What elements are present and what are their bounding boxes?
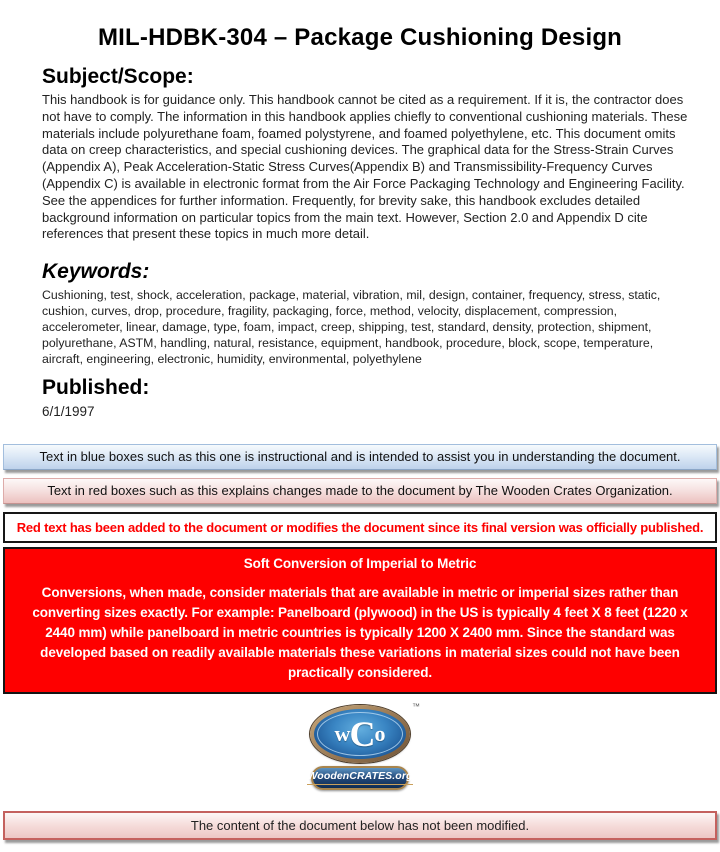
wco-acronym	[314, 709, 406, 759]
published-date: 6/1/1997	[42, 404, 95, 420]
soft-conversion-banner	[3, 547, 717, 694]
wco-logo-oval	[310, 702, 420, 763]
soft-conversion-title: Soft Conversion of Imperial to Metric	[243, 556, 477, 572]
subject-scope-paragraph: This handbook is for guidance only. This handbook cannot be cited as a requirement. If it is, the contractor does not have to comply. The information in this handbook applies chiefly to conventional cushioning materials. These materials include polyurethane foam, foamed polystyrene, and foamed polyethylene, etc. This document omits data on creep characteristics, and special cushioning devices. The graphical data for the Stress-Strain Curves (Appendix A), Peak Acceleration-Static Stress Curves(Appendix B) and Transmissibility-Frequency Curves (Appendix C) is available in electronic format from the Air Force Packaging Technology and Engineering Facility. See the appendices for further information. Frequently, for brevity sake, this handbook excludes detailed background information on particular topics from the main text. However, Section 2.0 and Appendix D cite references that present these topics in much more detail.	[42, 92, 688, 242]
red-instruction-box	[3, 478, 717, 504]
woodencrates-org-badge[interactable]	[307, 766, 413, 790]
wco-letter-o: o	[374, 721, 386, 747]
document-body	[0, 65, 720, 420]
trademark-icon: ™	[412, 702, 420, 712]
wco-logo	[305, 702, 420, 790]
keywords-paragraph: Cushioning, test, shock, acceleration, package, material, vibration, mil, design, container, frequency, stress, static, cushion, curves, drop, procedure, fragility, packaging, force, method, velocity, displacement, compression, accelerometer, linear, damage, type, foam, impact, creep, shipping, test, standard, density, protection, shipment, polyurethane, ASTM, handling, natural, resistance, equipment, handbook, procedure, block, scope, temperature, aircraft, engineering, electronic, humidity, environmental, polyethylene	[42, 288, 661, 367]
blue-instruction-box	[3, 444, 717, 470]
woodencrates-org-label: WoodenCRATES.org	[307, 771, 412, 785]
subject-scope-heading: Subject/Scope:	[42, 65, 194, 88]
wco-letter-c: C	[349, 714, 376, 755]
wco-logo-oval-face	[314, 709, 406, 759]
keywords-heading: Keywords:	[42, 260, 150, 284]
red-text-notice: Red text has been added to the document or modifies the document since its final version was officially published.	[16, 520, 704, 536]
wco-letter-w: w	[334, 721, 351, 747]
published-heading: Published:	[42, 376, 150, 400]
soft-conversion-body: Conversions, when made, consider materials that are available in metric or imperial sizes rather than converting sizes exactly. For example: Panelboard (plywood) in the US is typically 4 feet X 8 feet (1220 x 2440 mm) while panelboard in metric countries is typically 1200 X 2400 mm. Since the standard was developed based on readily available materials these variations in material sizes could not have been practically considered.	[32, 585, 688, 681]
not-modified-notice-box	[3, 811, 717, 840]
not-modified-notice: The content of the document below has not been modified.	[190, 818, 530, 834]
red-text-notice-box	[3, 512, 717, 543]
document-title: MIL-HDBK-304 – Package Cushioning Design	[97, 24, 623, 51]
blue-instruction-text: Text in blue boxes such as this one is instructional and is intended to assist you in understanding the document.	[39, 449, 681, 465]
red-instruction-text: Text in red boxes such as this explains changes made to the document by The Wooden Crates Organization.	[47, 483, 673, 499]
